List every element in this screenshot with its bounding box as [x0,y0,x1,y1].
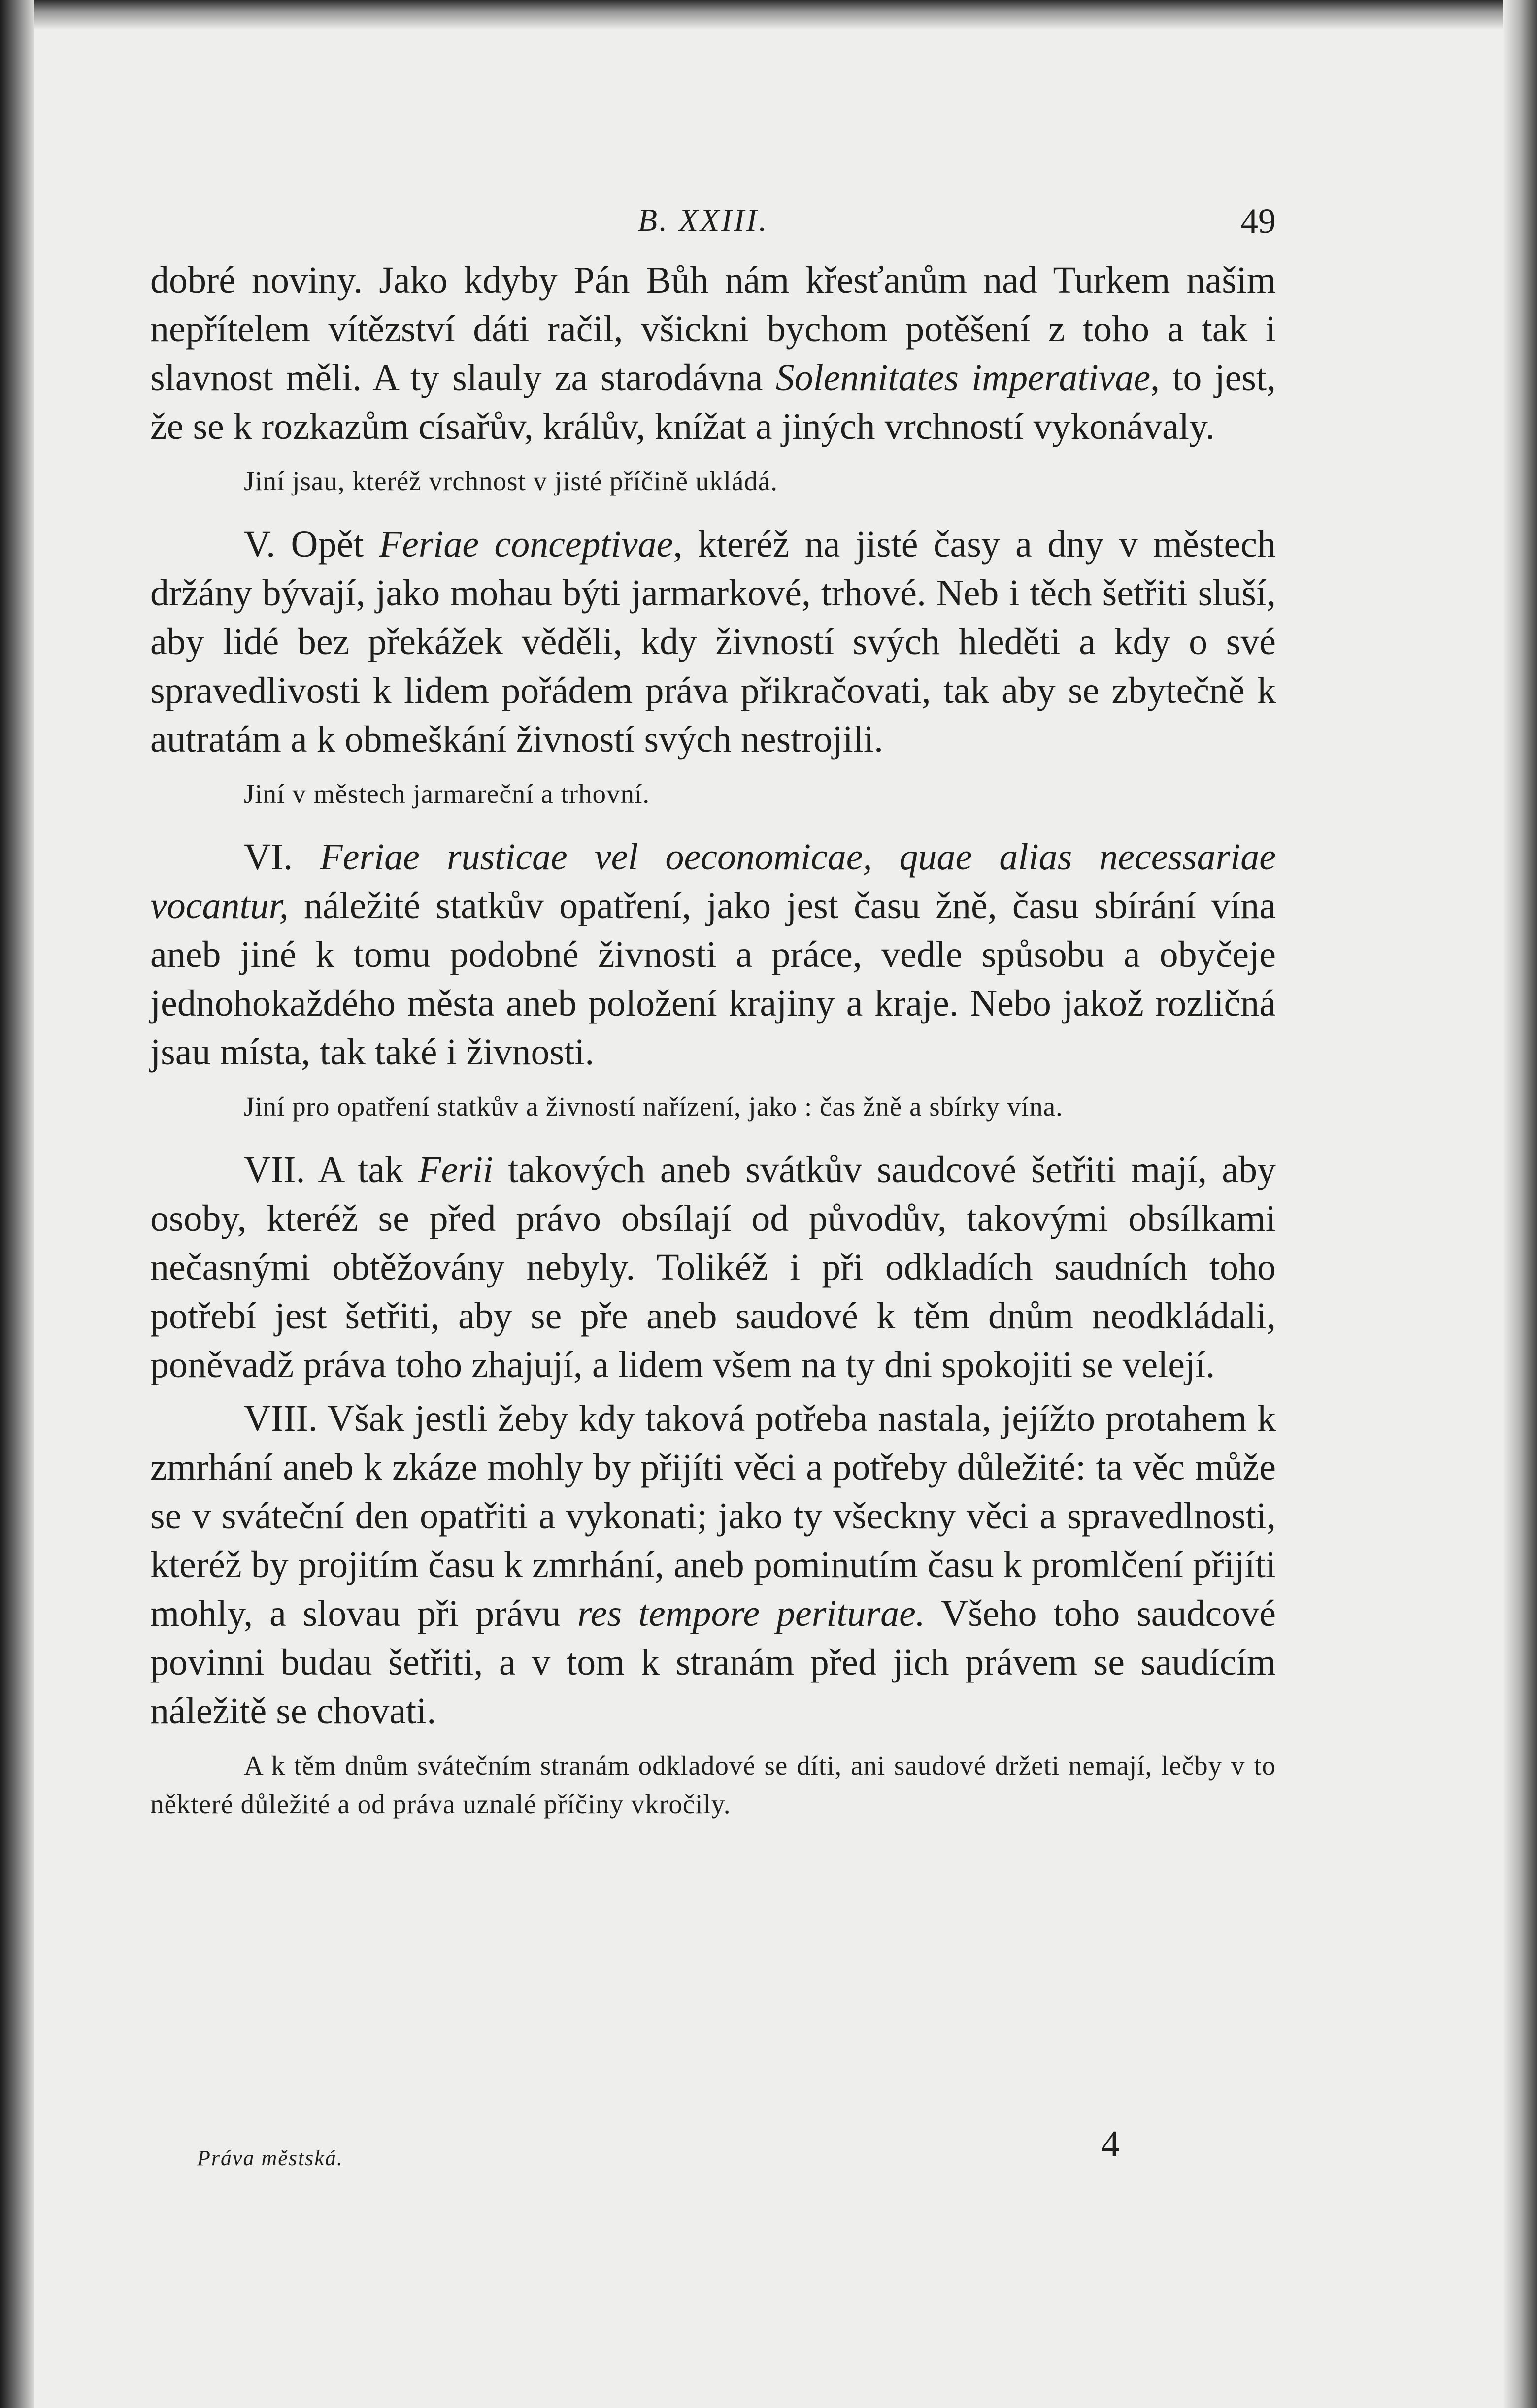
paragraph-1 [150,256,1276,451]
marginal-note-4: A k těm dnům svátečním stranám odkladové se díti, ani saudové držeti nemají, lečby v to některé důležité a od práva uznalé příčiny vkročily. [150,1750,1276,1819]
page-body [150,187,1276,1843]
running-head: B. XXIII. [638,202,769,237]
page-number: 49 [1240,201,1276,241]
paragraph-3 [150,833,1276,1077]
page-header [150,187,1276,256]
paragraph-5 [150,1394,1276,1736]
paragraph-2 [150,520,1276,764]
paragraph-1-latin: Solennitates imperativae [775,357,1151,398]
sheet-signature-mark: 4 [1101,2123,1120,2165]
paragraph-5-latin: res tempore periturae. [577,1593,925,1634]
paragraph-2-text-b: , kteréž na jisté časy a dny v městech držány bývají, jako mohau býti jarmarkové, trhové. Neb i těch šetřiti sluší, aby lidé bez překážek věděli, kdy živností svých hleděti a kdy o své spravedlivosti k lidem pořádem práva přikračovati, tak aby se zbytečně k autratám a k obmeškání živností svých nestrojili. [150,524,1276,760]
paragraph-3-text-a: VI. [244,836,320,878]
marginal-note-3: Jiní pro opatření statkův a živností nařízení, jako : čas žně a sbírky vína. [244,1091,1063,1122]
paragraph-gap [150,1389,1276,1394]
scan-edge-right [1503,0,1537,2408]
page-footer [150,2123,1276,2182]
scan-edge-top [0,0,1537,30]
paragraph-4-latin: Ferii [418,1149,494,1190]
paragraph-4-text-a: VII. A tak [244,1149,419,1190]
printer-signature: Práva městská. [197,2146,343,2170]
marginal-note-2: Jiní v městech jarmareční a trhovní. [244,779,650,809]
paragraph-3-text-b: náležité statkův opatření, jako jest času žně, času sbírání vína aneb jiné k tomu podobné živnosti a práce, vedle spůsobu a obyčeje jednohokaždého města aneb položení krajiny a kraje. Nebo jakož rozličná jsau místa, tak také i živnosti. [150,885,1276,1073]
marginal-note-1: Jiní jsau, kteréž vrchnost v jisté příčině ukládá. [244,466,778,496]
paragraph-2-text-a: V. Opět [244,524,379,565]
paragraph-3-latin: Feriae rusticae vel oeconomicae, quae alias necessariae vocantur, [150,836,1276,926]
paragraph-2-latin: Feriae conceptivae [379,524,673,565]
scan-edge-left [0,0,34,2408]
paragraph-1-text-b: , to jest, že se k rozkazům císařův, králův, knížat a jiných vrchností vykonávaly. [150,357,1276,447]
paragraph-4-text-b: takových aneb svátkův saudcové šetřiti mají, aby osoby, kteréž se před právo obsílají od původův, takovými obsílkami nečasnými obtěžovány nebyly. Tolikéž i při odkladích saudních toho potřebí jest šetřiti, aby se pře aneb saudové k těm dnům neodkládali, poněvadž práva toho zhajují, a lidem všem na ty dni spokojiti se velejí. [150,1149,1276,1385]
paragraph-1-text-a: dobré noviny. Jako kdyby Pán Bůh nám křesťanům nad Turkem našim nepřítelem vítězství dáti račil, všickni bychom potěšení z toho a tak i slavnost měli. A ty slauly za starodávna [150,260,1276,398]
paragraph-5-text-a: VIII. Však jestli žeby kdy taková potřeba nastala, jejížto protahem k zmrhání aneb k zkáze mohly by přijíti věci a potřeby důležité: ta věc může se v sváteční den opatřiti a vykonati; jako ty všeckny věci a spravedlnosti, kteréž by projitím času k zmrhání, aneb pominutím času k promlčení přijíti mohly, a slovau při právu [150,1398,1276,1634]
paragraph-5-text-b: Všeho toho saudcové povinni budau šetřiti, a v tom k stranám před jich právem se saudícím náležitě se chovati. [150,1593,1276,1732]
paragraph-4 [150,1146,1276,1389]
